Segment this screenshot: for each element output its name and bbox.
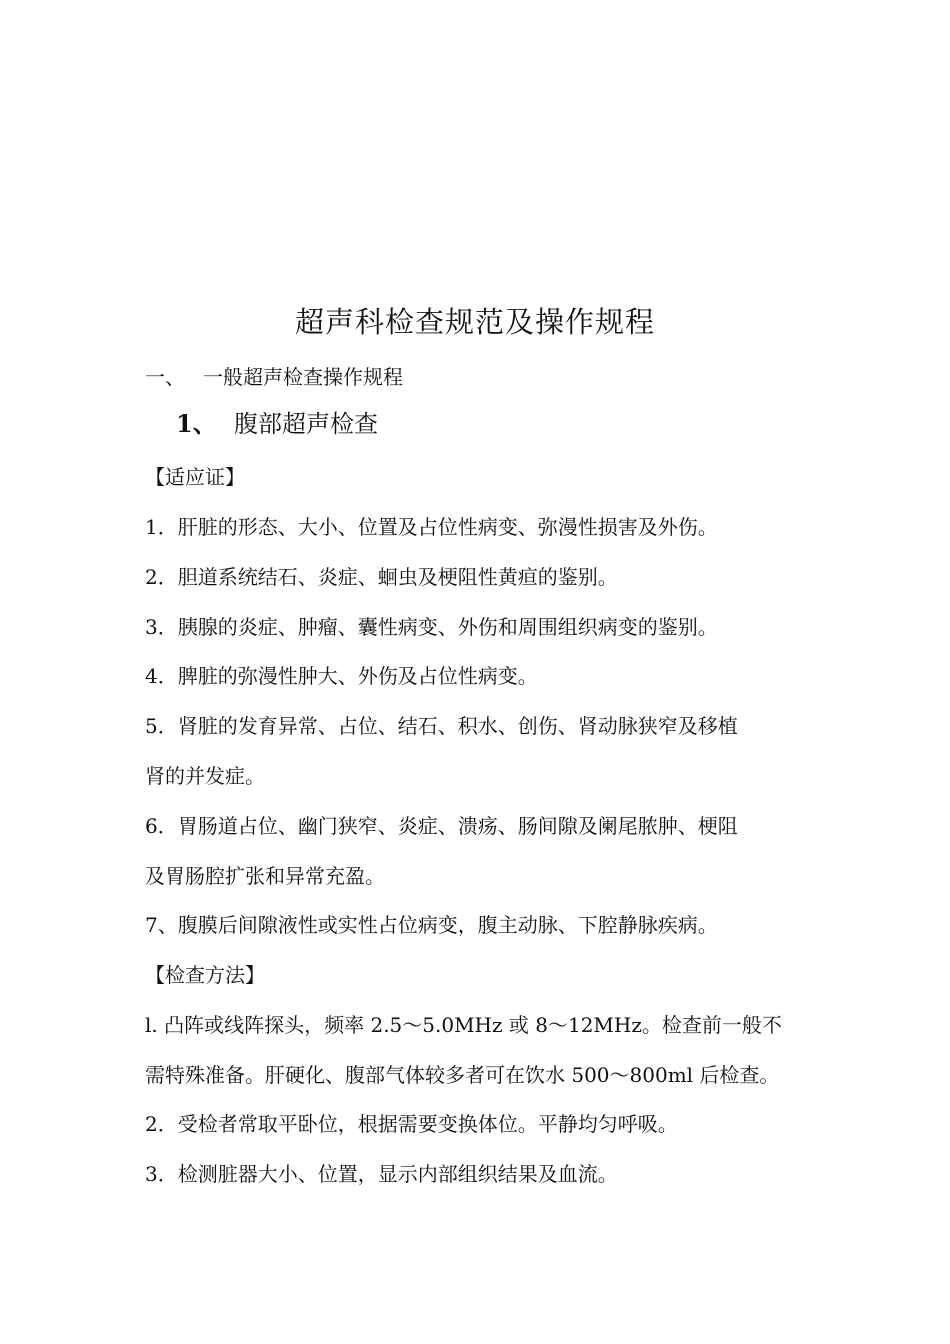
indication-line: 5．肾脏的发育异常、占位、结石、积水、创伤、肾动脉狭窄及移植 (145, 714, 738, 738)
indication-line: 4．脾脏的弥漫性肿大、外伤及占位性病变。 (145, 664, 538, 688)
method-line: l. 凸阵或线阵探头，频率 2.5～5.0MHz 或 8～12MHz。检查前一般不 (145, 1013, 782, 1037)
indication-line: 6．胃肠道占位、幽门狭窄、炎症、溃疡、肠间隙及阑尾脓肿、梗阻 (145, 814, 738, 838)
methods-heading: 【检查方法】 (145, 963, 265, 987)
indication-line-continued: 肾的并发症。 (145, 764, 265, 788)
subsection-title: 腹部超声检查 (234, 410, 378, 438)
indication-line: 7、腹膜后间隙液性或实性占位病变，腹主动脉、下腔静脉疾病。 (145, 913, 718, 937)
method-line: 3．检测脏器大小、位置，显示内部组织结果及血流。 (145, 1162, 618, 1186)
subsection-heading (176, 406, 856, 442)
indication-line-continued: 及胃肠腔扩张和异常充盈。 (145, 864, 385, 888)
indication-line: 1．肝脏的形态、大小、位置及占位性病变、弥漫性损害及外伤。 (145, 515, 718, 539)
indications-heading: 【适应证】 (145, 465, 245, 489)
section-number: 一、 (145, 365, 185, 389)
indication-line: 2．胆道系统结石、炎症、蛔虫及梗阻性黄疸的鉴别。 (145, 565, 618, 589)
method-line-continued: 需特殊准备。肝硬化、腹部气体较多者可在饮水 500～800ml 后检查。 (145, 1063, 780, 1087)
section-title: 一般超声检查操作规程 (203, 365, 403, 389)
indication-line: 3．胰腺的炎症、肿瘤、囊性病变、外伤和周围组织病变的鉴别。 (145, 615, 718, 639)
document-title: 超声科检查规范及操作规程 (294, 305, 655, 339)
subsection-number: 1、 (176, 409, 217, 438)
method-line: 2．受检者常取平卧位，根据需要变换体位。平静均匀呼吸。 (145, 1112, 678, 1136)
section-heading (145, 362, 825, 392)
